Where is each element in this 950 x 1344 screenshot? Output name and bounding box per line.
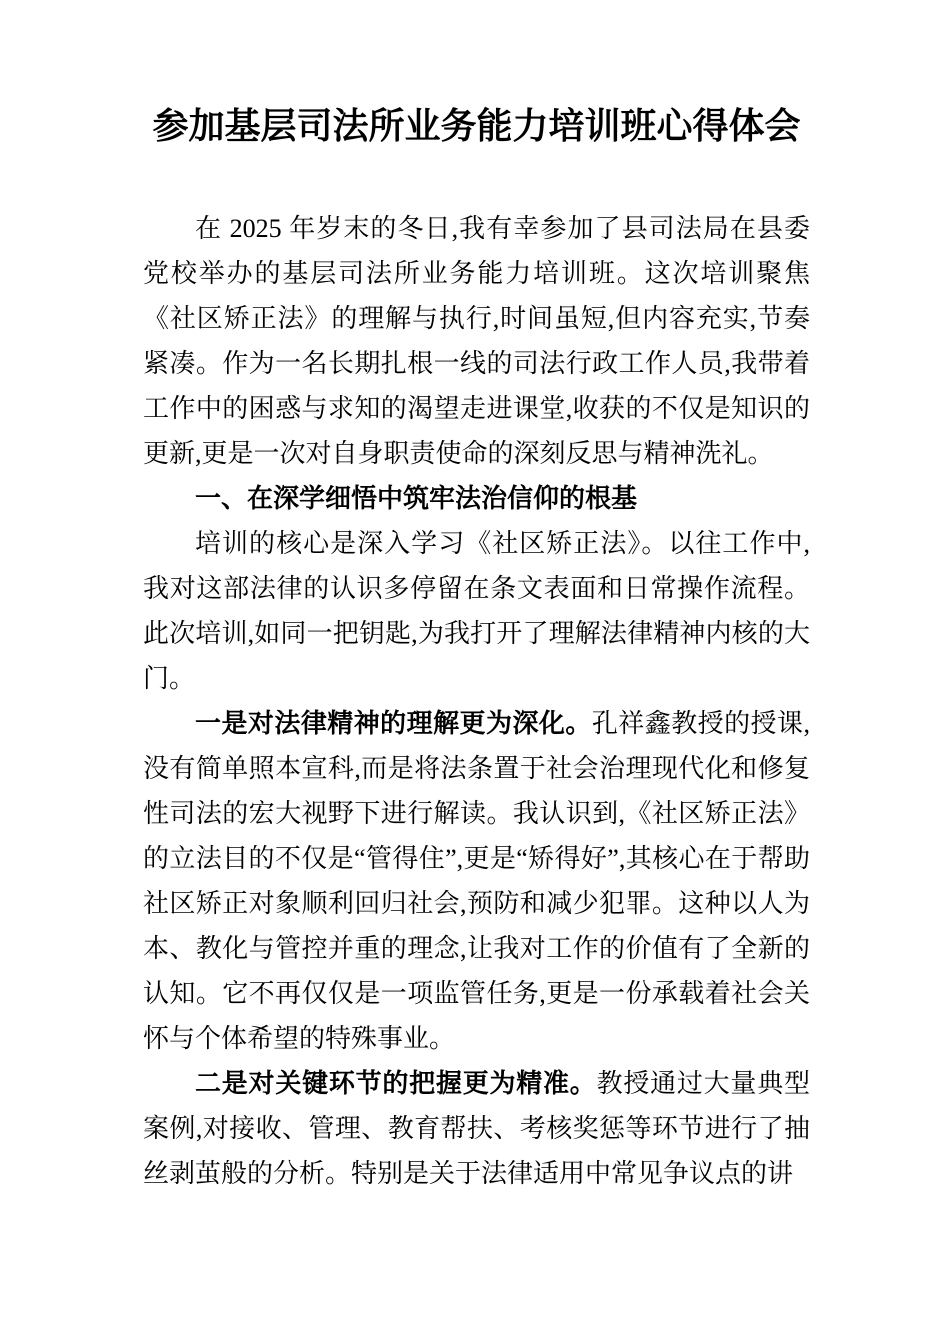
document-body [143,206,810,1196]
document-title: 参加基层司法所业务能力培训班心得体会 [152,106,801,146]
paragraph-text: 培训的核心是深入学习《社区矫正法》。以往工作中,我对这部法律的认识多停留在条文表面和日常操作流程。此次培训,如同一把钥匙,为我打开了理解法律精神内核的大门。 [143,529,810,693]
paragraph-lead: 一是对法律精神的理解更为深化。 [195,709,592,738]
paragraph [143,701,810,1061]
paragraph-text: 教授通过大量典型案例,对接收、管理、教育帮扶、考核奖惩等环节进行了抽丝剥茧般的分析。特别是关于法律适用中常见争议点的讲 [143,1069,810,1188]
paragraph-lead: 二是对关键环节的把握更为精准。 [195,1069,597,1098]
paragraph-text: 孔祥鑫教授的授课,没有简单照本宣科,而是将法条置于社会治理现代化和修复性司法的宏大视野下进行解读。我认识到,《社区矫正法》的立法目的不仅是“管得住”,更是“矫得好”,其核心在于帮助社区矫正对象顺利回归社会,预防和减少犯罪。这种以人为本、教化与管控并重的理念,让我对工作的价值有了全新的认知。它不再仅仅是一项监管任务,更是一份承载着社会关怀与个体希望的特殊事业。 [143,709,810,1053]
paragraph [143,521,810,701]
paragraph [143,1061,810,1196]
section-heading: 一、在深学细悟中筑牢法治信仰的根基 [195,483,638,513]
paragraph-text: 在 2025 年岁末的冬日,我有幸参加了县司法局在县委党校举办的基层司法所业务能力培训班。这次培训聚焦《社区矫正法》的理解与执行,时间虽短,但内容充实,节奏紧凑。作为一名长期扎根一线的司法行政工作人员,我带着工作中的困惑与求知的渴望走进课堂,收获的不仅是知识的更新,更是一次对自身职责使命的深刻反思与精神洗礼。 [143,214,810,468]
paragraph [143,206,810,476]
